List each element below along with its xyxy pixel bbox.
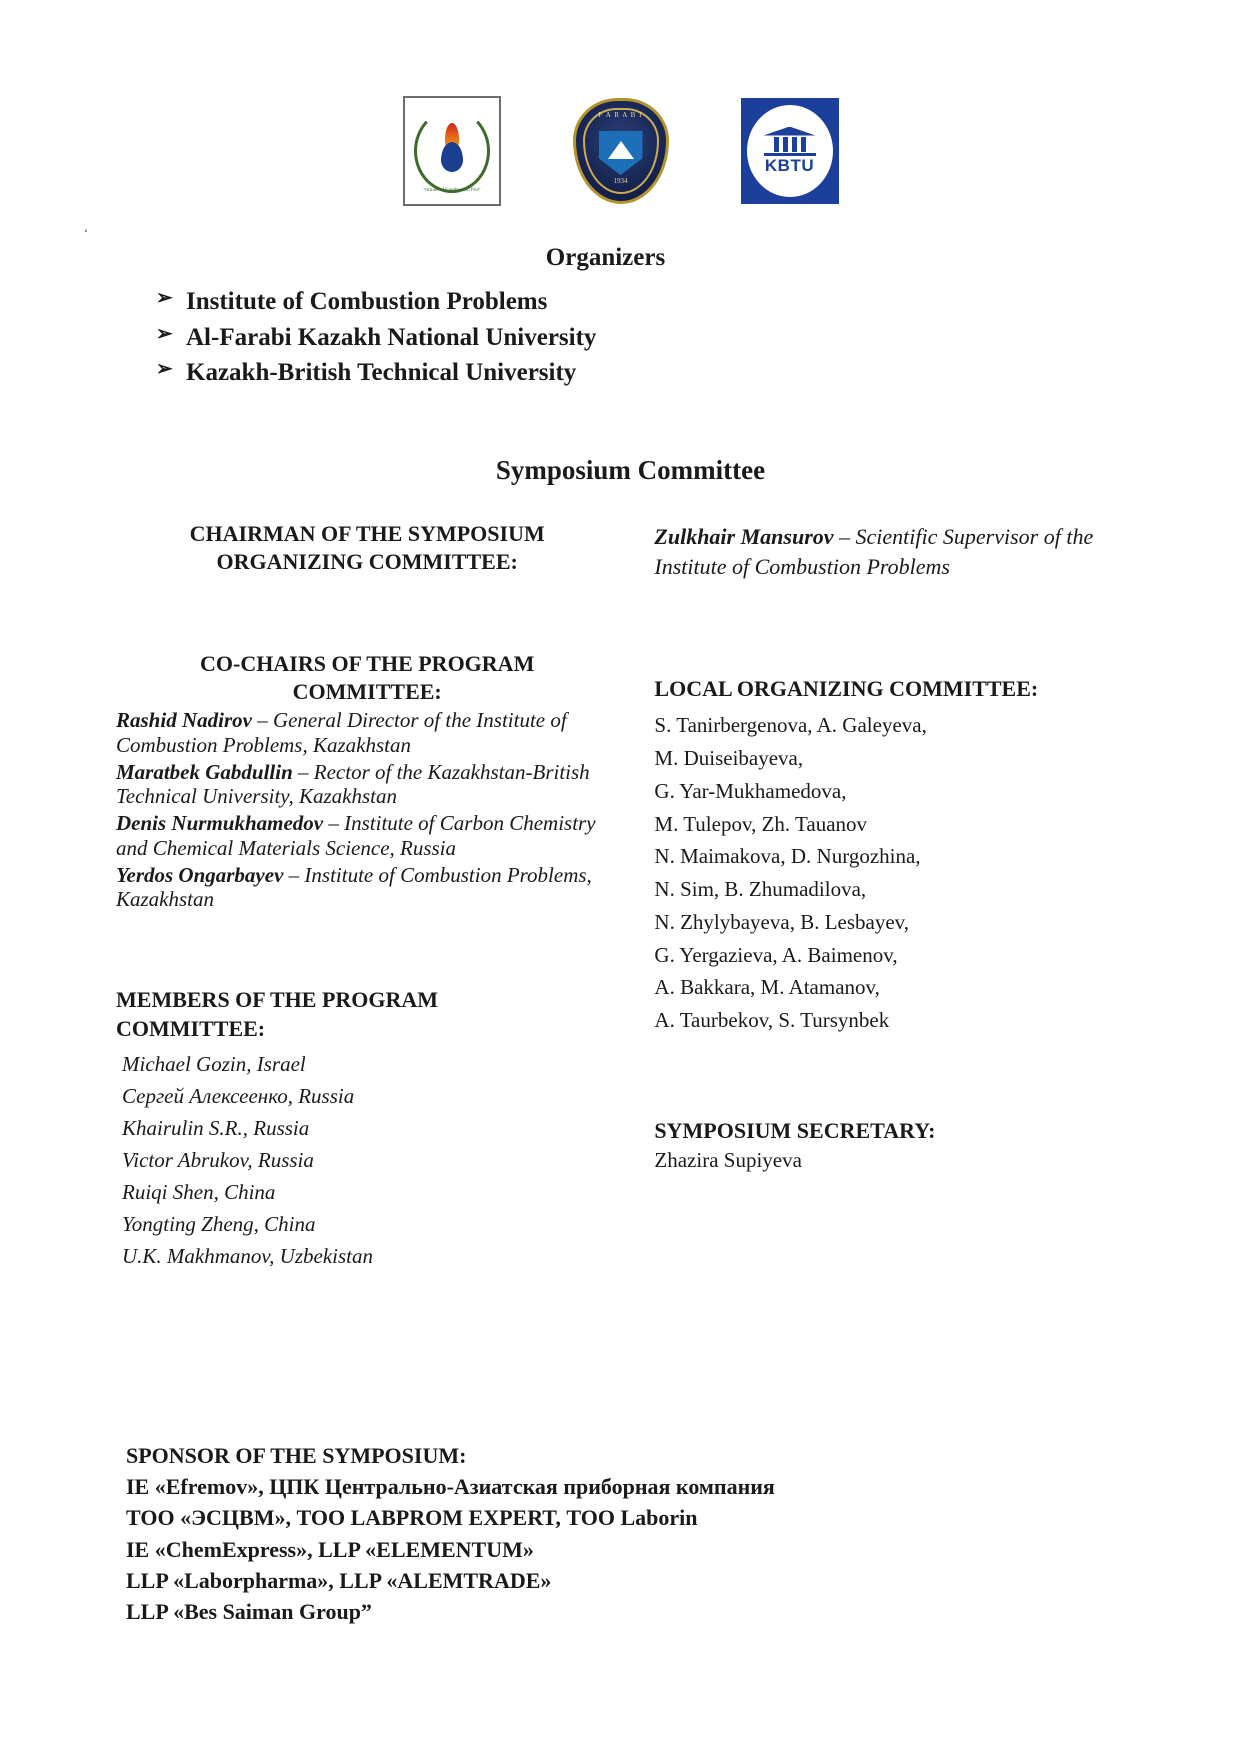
chairman-heading-line2: ORGANIZING COMMITTEE: — [216, 548, 518, 574]
cochair-entry — [116, 863, 618, 913]
local-committee-item: M. Tulepov, Zh. Tauanov — [654, 811, 868, 836]
roof-shape — [764, 127, 816, 136]
cochair-name: Maratbek Gabdullin — [116, 759, 293, 784]
chairman-heading — [116, 520, 618, 576]
local-committee-item: M. Duiseibayeva, — [654, 746, 804, 770]
chairman-role: – Scientific Supervisor of the Institute of Combustion Problems — [654, 523, 1094, 580]
organizers-title: Organizers — [545, 244, 666, 271]
kbtu-wordmark: KBTU — [764, 155, 815, 175]
column — [792, 137, 797, 152]
sponsors-heading: SPONSOR OF THE SYMPOSIUM: — [126, 1443, 467, 1468]
member-item: U.K. Makhmanov, Uzbekistan — [122, 1243, 373, 1268]
list-item — [150, 284, 1241, 320]
spacer — [654, 657, 1129, 675]
member-item: Yongting Zheng, China — [122, 1211, 316, 1236]
spacer — [654, 583, 1129, 657]
member-item: Michael Gozin, Israel — [122, 1052, 306, 1077]
cochair-entry — [116, 708, 618, 758]
kaznu-year: 1934 — [613, 177, 628, 185]
stray-mark: ‘ — [84, 226, 88, 240]
chairman-heading-line1: CHAIRMAN OF THE SYMPOSIUM — [189, 520, 545, 546]
local-committee-item: N. Maimakova, D. Nurgozhina, — [654, 844, 921, 869]
committee-columns — [0, 520, 1241, 1273]
organizers-list — [150, 284, 1241, 391]
member-item: Сергей Алексеенко, Russia — [122, 1084, 355, 1109]
members-heading — [116, 986, 618, 1043]
mountain-icon — [608, 141, 634, 159]
kbtu-circle — [747, 105, 833, 197]
local-committee-item: G. Yergazieva, A. Baimenov, — [654, 942, 898, 967]
members-list — [116, 1049, 618, 1272]
local-committee-list — [654, 709, 1129, 1037]
cochair-role: – Institute of Carbon Chemistry and Chemical Materials Science, Russia — [116, 811, 596, 860]
sponsors-block — [126, 1440, 1126, 1627]
organizer-label: Al-Farabi Kazakh National University — [186, 323, 597, 351]
sponsor-item: LLP «Bes Saiman Group” — [126, 1599, 372, 1625]
columns-shape — [764, 137, 816, 152]
icp-caption: The Institute of Combustion Problems — [413, 187, 490, 193]
cochair-name: Rashid Nadirov — [116, 708, 252, 733]
right-column — [632, 520, 1129, 1273]
local-committee-item: G. Yar-Mukhamedova, — [654, 778, 847, 803]
organizer-label: Institute of Combustion Problems — [186, 288, 548, 315]
local-committee-item: A. Taurbekov, S. Tursynbek — [654, 1008, 890, 1032]
left-column — [116, 520, 632, 1273]
list-item — [150, 355, 1241, 391]
members-heading-line1: MEMBERS OF THE PROGRAM — [116, 987, 439, 1013]
arrow-bullet-icon: ➢ — [156, 287, 173, 309]
sponsor-item: IE «Efremov», ЦПК Центрально-Азиатская приборная компания — [126, 1474, 775, 1500]
building-icon — [764, 127, 816, 155]
column — [774, 137, 779, 152]
icp-emblem — [410, 103, 494, 199]
spacer — [654, 1037, 1129, 1077]
institute-of-combustion-problems-logo — [403, 96, 501, 206]
cochair-name: Denis Nurmukhamedov — [116, 811, 324, 836]
column — [801, 137, 806, 152]
logo-row — [0, 0, 1241, 206]
cochair-role: – General Director of the Institute of Combustion Problems, Kazakhstan — [116, 708, 567, 757]
cochair-entry — [116, 811, 618, 861]
column — [783, 137, 788, 152]
secretary-heading: SYMPOSIUM SECRETARY: — [654, 1117, 936, 1143]
members-heading-line2: COMMITTEE: — [116, 1015, 266, 1041]
chairman-entry — [654, 522, 1129, 584]
local-committee-item: S. Tanirbergenova, A. Galeyeva, — [654, 713, 927, 738]
cochairs-heading-line2: COMMITTEE: — [292, 678, 442, 704]
chairman-name: Zulkhair Mansurov — [654, 523, 834, 549]
base-shape — [764, 153, 816, 156]
sponsor-item: IE «ChemExpress», LLP «ELEMENTUM» — [126, 1536, 534, 1562]
member-item: Khairulin S.R., Russia — [122, 1116, 310, 1141]
local-committee-heading: LOCAL ORGANIZING COMMITTEE: — [654, 676, 1039, 702]
kbtu-logo — [741, 98, 839, 204]
list-item — [150, 320, 1241, 356]
sponsor-item: ТОО «ЭСЦВМ», ТОО LABPROM EXPERT, ТОО Laborin — [126, 1505, 698, 1531]
kaznu-top-text: F A R A B I — [598, 111, 643, 119]
spacer — [116, 912, 618, 986]
member-item: Ruiqi Shen, China — [122, 1180, 276, 1205]
local-committee-item: N. Zhylybayeva, B. Lesbayev, — [654, 909, 910, 934]
spacer — [654, 1077, 1129, 1117]
cochair-role: – Institute of Combustion Problems, Kazakhstan — [116, 862, 592, 912]
cochair-entry — [116, 760, 618, 810]
spacer — [116, 576, 618, 650]
cochairs-heading-line1: CO-CHAIRS OF THE PROGRAM — [200, 650, 535, 676]
organizer-label: Kazakh-British Technical University — [186, 359, 577, 386]
arrow-bullet-icon: ➢ — [156, 358, 173, 380]
arrow-bullet-icon: ➢ — [156, 322, 173, 345]
local-committee-item: A. Bakkara, M. Atamanov, — [654, 975, 880, 1000]
cochair-name: Yerdos Ongarbayev — [116, 862, 284, 887]
cochair-role: – Rector of the Kazakhstan-British Technical University, Kazakhstan — [116, 759, 590, 809]
sponsor-item: LLP «Laborpharma», LLP «ALEMTRADE» — [126, 1567, 552, 1593]
al-farabi-kaznu-logo — [573, 98, 669, 204]
secretary-name: Zhazira Supiyeva — [654, 1147, 802, 1172]
cochairs-heading — [116, 650, 618, 706]
symposium-committee-title: Symposium Committee — [495, 454, 766, 485]
member-item: Victor Abrukov, Russia — [122, 1148, 314, 1173]
icp-year: 1987 — [443, 160, 460, 169]
local-committee-item: N. Sim, B. Zhumadilova, — [654, 877, 867, 901]
